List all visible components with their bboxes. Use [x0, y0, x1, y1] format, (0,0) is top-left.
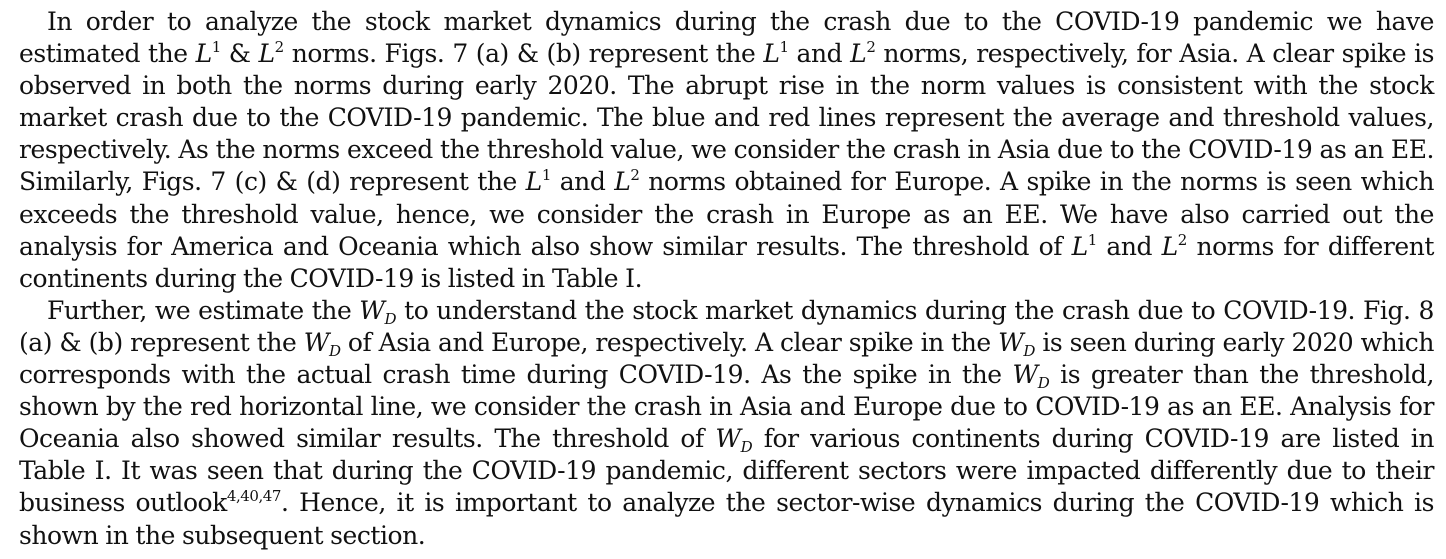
text-run: & [220, 39, 259, 69]
math-base: L [763, 39, 780, 69]
norm-symbol [196, 39, 221, 68]
text-run: . Hence, it is important to analyze the sector-wise dynamics during the COVID-19 which is shown in the subsequent section. [19, 488, 1434, 550]
norm-symbol [1162, 232, 1187, 261]
norm-symbol [850, 39, 875, 68]
citation-superscript: 4,40,47 [226, 487, 281, 506]
math-subscript: D [740, 438, 753, 457]
wasserstein-distance-symbol [303, 327, 341, 360]
text-run: and [1096, 231, 1162, 261]
norm-symbol [614, 167, 639, 196]
math-base: L [850, 39, 867, 69]
text-run: norms, respectively, for Asia. A clear spike is observed in both the norms during early 2020. The abrupt rise in the norm values is consistent with the stock market crash due to the COVID-19 pandemic. The blue and red lines represent the average and threshold values, respectively. As the norms exceed the threshold value, we consider the crash in Asia due to the COVID-19 as an EE. Similarly, Figs. 7 (c) & (d) represent the [19, 39, 1434, 197]
math-base: W [715, 424, 741, 454]
math-base: L [525, 167, 542, 197]
norm-symbol [259, 39, 284, 68]
math-base: W [998, 327, 1024, 357]
math-base: L [1161, 231, 1178, 261]
math-base: W [359, 295, 385, 325]
math-superscript: 2 [866, 38, 876, 57]
math-superscript: 1 [541, 166, 551, 185]
paragraph-wasserstein-analysis [19, 295, 1434, 552]
math-base: W [1012, 360, 1038, 390]
text-run: is greater than the threshold, shown by the red horizontal line, we consider the crash in Asia and Europe due to COVID-19 as an EE. Analysis for Oceania also showed similar results. The threshold of [19, 360, 1434, 454]
math-subscript: D [1023, 341, 1035, 360]
math-superscript: 2 [630, 166, 640, 185]
wasserstein-distance-symbol [998, 327, 1035, 360]
math-subscript: D [384, 309, 397, 328]
text-run: In order to analyze the stock market dynamics during the crash due to the COVID-19 pandemic we have estimated the [19, 7, 1434, 69]
norm-symbol [526, 167, 551, 196]
math-base: L [614, 167, 631, 197]
wasserstein-distance-symbol [715, 424, 753, 457]
math-superscript: 1 [1087, 230, 1097, 249]
text-run: norms obtained for Europe. A spike in the norms is seen which exceeds the threshold value, hence, we consider the crash in Europe as an EE. We have also carried out the analysis for America and Oceania which also show similar results. The threshold of [19, 167, 1434, 261]
math-subscript: D [328, 341, 341, 360]
math-superscript: 2 [1177, 230, 1187, 249]
wasserstein-distance-symbol [359, 295, 397, 328]
math-base: L [195, 39, 212, 69]
math-superscript: 2 [274, 38, 284, 57]
text-run: norms for different continents during the COVID-19 is listed in Table I. [19, 231, 1434, 293]
text-run: Further, we estimate the [47, 295, 360, 325]
text-run: is seen during early 2020 which corresponds with the actual crash time during COVID-19. As the spike in the [19, 327, 1434, 390]
text-run: for various continents during COVID-19 are listed in Table I. It was seen that during the COVID-19 pandemic, different sectors were impacted differently due to their business outlook [19, 424, 1434, 518]
math-subscript: D [1037, 374, 1050, 393]
math-base: L [258, 39, 275, 69]
wasserstein-distance-symbol [1012, 360, 1050, 393]
norm-symbol [1072, 232, 1097, 261]
math-base: L [1071, 231, 1088, 261]
text-run: of Asia and Europe, respectively. A clear spike in the [340, 327, 999, 357]
text-run: and [788, 39, 851, 69]
math-base: W [303, 327, 329, 357]
math-superscript: 1 [779, 38, 789, 57]
text-run: and [550, 167, 615, 197]
math-superscript: 1 [211, 38, 221, 57]
paragraph-norms-analysis [19, 6, 1434, 295]
text-run: norms. Figs. 7 (a) & (b) represent the [283, 39, 764, 69]
norm-symbol [763, 39, 788, 68]
text-run: to understand the stock market dynamics during the crash due to COVID-19. Fig. 8 (a) & (b) represent the [19, 295, 1434, 357]
